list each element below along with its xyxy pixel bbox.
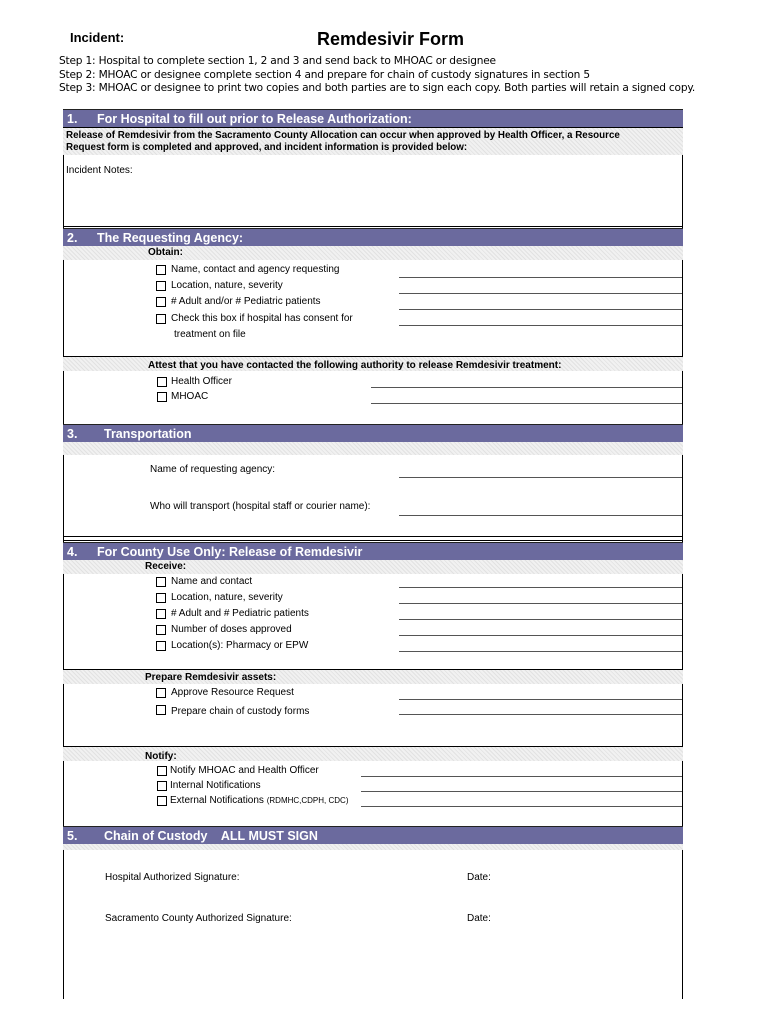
checkbox-chain-forms[interactable]: [156, 705, 166, 715]
notify-item-1: Notify MHOAC and Health Officer: [170, 765, 319, 776]
field-notify-mhoac[interactable]: [361, 776, 682, 777]
field-receive-patients[interactable]: [399, 619, 682, 620]
field-external[interactable]: [361, 806, 682, 807]
receive-item-3: # Adult and # Pediatric patients: [171, 608, 309, 619]
consent-line-2: treatment on file: [174, 329, 246, 340]
attest-item-1: Health Officer: [171, 376, 232, 387]
field-name-contact[interactable]: [399, 277, 682, 278]
prepare-item-1: Approve Resource Request: [171, 687, 294, 698]
transport-label: Who will transport (hospital staff or courier name):: [150, 501, 371, 512]
checkbox-health-officer[interactable]: [157, 377, 167, 387]
prepare-item-2: Prepare chain of custody forms: [171, 706, 310, 717]
field-approve-request[interactable]: [399, 699, 682, 700]
checkbox-receive-location[interactable]: [156, 593, 166, 603]
section-1-title: For Hospital to fill out prior to Release Authorization:: [97, 112, 412, 126]
section-1-note-line-2: Request form is completed and approved, and incident information is provided below:: [66, 142, 468, 153]
section-1-note: [63, 128, 683, 155]
receive-item-5: Location(s): Pharmacy or EPW: [171, 640, 309, 651]
section-1-number: 1.: [67, 112, 78, 126]
notify-item-3-row: [170, 795, 349, 806]
field-patients[interactable]: [399, 309, 682, 310]
field-internal[interactable]: [361, 791, 682, 792]
checkbox-mhoac[interactable]: [157, 392, 167, 402]
field-receive-pharmacy[interactable]: [399, 651, 682, 652]
notify-item-3: External Notifications: [170, 795, 264, 806]
notify-label: Notify:: [145, 751, 177, 762]
incident-label: Incident:: [70, 30, 125, 45]
checkbox-receive-doses[interactable]: [156, 625, 166, 635]
checkbox-receive-patients[interactable]: [156, 609, 166, 619]
section-4-header: [63, 542, 683, 560]
prepare-label: Prepare Remdesivir assets:: [145, 672, 277, 683]
instructions: [59, 55, 695, 96]
section-3-number: 3.: [67, 427, 78, 441]
step-1: Step 1: Hospital to complete section 1, 2 and 3 and send back to MHOAC or designee: [59, 55, 496, 67]
checkbox-receive-pharmacy[interactable]: [156, 641, 166, 651]
checkbox-consent[interactable]: [156, 314, 166, 324]
checkbox-location[interactable]: [156, 281, 166, 291]
county-signature-label: Sacramento County Authorized Signature:: [105, 913, 292, 924]
section-2-header: [63, 228, 683, 246]
checkbox-receive-name[interactable]: [156, 577, 166, 587]
field-receive-name[interactable]: [399, 587, 682, 588]
hospital-date-label: Date:: [467, 872, 491, 883]
hospital-signature-label: Hospital Authorized Signature:: [105, 872, 240, 883]
receive-item-1: Name and contact: [171, 576, 253, 587]
section-3-title: Transportation: [104, 427, 192, 441]
field-consent[interactable]: [399, 325, 682, 326]
section-1-note-line-1: Release of Remdesivir from the Sacramento County Allocation can occur when approved by Health Officer, a Resource: [66, 130, 620, 141]
obtain-label: Obtain:: [148, 247, 183, 258]
step-2: Step 2: MHOAC or designee complete section 4 and prepare for chain of custody signatures in section 5: [59, 68, 590, 81]
obtain-item-3: # Adult and/or # Pediatric patients: [171, 296, 321, 307]
field-location[interactable]: [399, 293, 682, 294]
attest-item-2: MHOAC: [171, 391, 209, 402]
field-transport[interactable]: [399, 515, 682, 516]
checkbox-patients[interactable]: [156, 297, 166, 307]
receive-item-4: Number of doses approved: [171, 624, 292, 635]
field-receive-location[interactable]: [399, 603, 682, 604]
field-chain-forms[interactable]: [399, 714, 682, 715]
obtain-item-4: Check this box if hospital has consent for: [171, 313, 353, 324]
requesting-agency-label: Name of requesting agency:: [150, 464, 276, 475]
step-3: Step 3: MHOAC or designee to print two copies and both parties are to sign each copy. Both parties will retain a signed copy.: [59, 82, 696, 94]
checkbox-notify-mhoac[interactable]: [157, 766, 167, 776]
section-5-header: [63, 826, 683, 844]
notify-item-3-agencies: (RDMHC,CDPH, CDC): [266, 796, 349, 805]
field-receive-doses[interactable]: [399, 635, 682, 636]
section-2-number: 2.: [67, 231, 78, 245]
attest-label: Attest that you have contacted the following authority to release Remdesivir treatment:: [148, 360, 562, 371]
receive-item-2: Location, nature, severity: [171, 592, 283, 603]
receive-label: Receive:: [145, 561, 187, 572]
county-date-label: Date:: [467, 913, 491, 924]
section-1-header: [63, 109, 683, 127]
field-health-officer[interactable]: [371, 387, 682, 388]
section-4-title: For County Use Only: Release of Remdesivir: [97, 545, 363, 559]
obtain-item-2: Location, nature, severity: [171, 280, 283, 291]
section-4-number: 4.: [67, 545, 78, 559]
checkbox-internal[interactable]: [157, 781, 167, 791]
checkbox-external[interactable]: [157, 796, 167, 806]
form-title: Remdesivir Form: [317, 29, 465, 49]
notify-item-2: Internal Notifications: [170, 780, 261, 791]
section-5-title: Chain of Custody ALL MUST SIGN: [104, 829, 318, 843]
checkbox-name-contact[interactable]: [156, 265, 166, 275]
incident-notes-label: Incident Notes:: [66, 165, 133, 176]
obtain-item-1: Name, contact and agency requesting: [171, 264, 340, 275]
field-mhoac[interactable]: [371, 403, 682, 404]
section-5-number: 5.: [67, 829, 78, 843]
checkbox-approve-request[interactable]: [156, 688, 166, 698]
section-3-header: [63, 424, 683, 442]
field-requesting-agency[interactable]: [399, 477, 682, 478]
section-2-title: The Requesting Agency:: [97, 231, 244, 245]
